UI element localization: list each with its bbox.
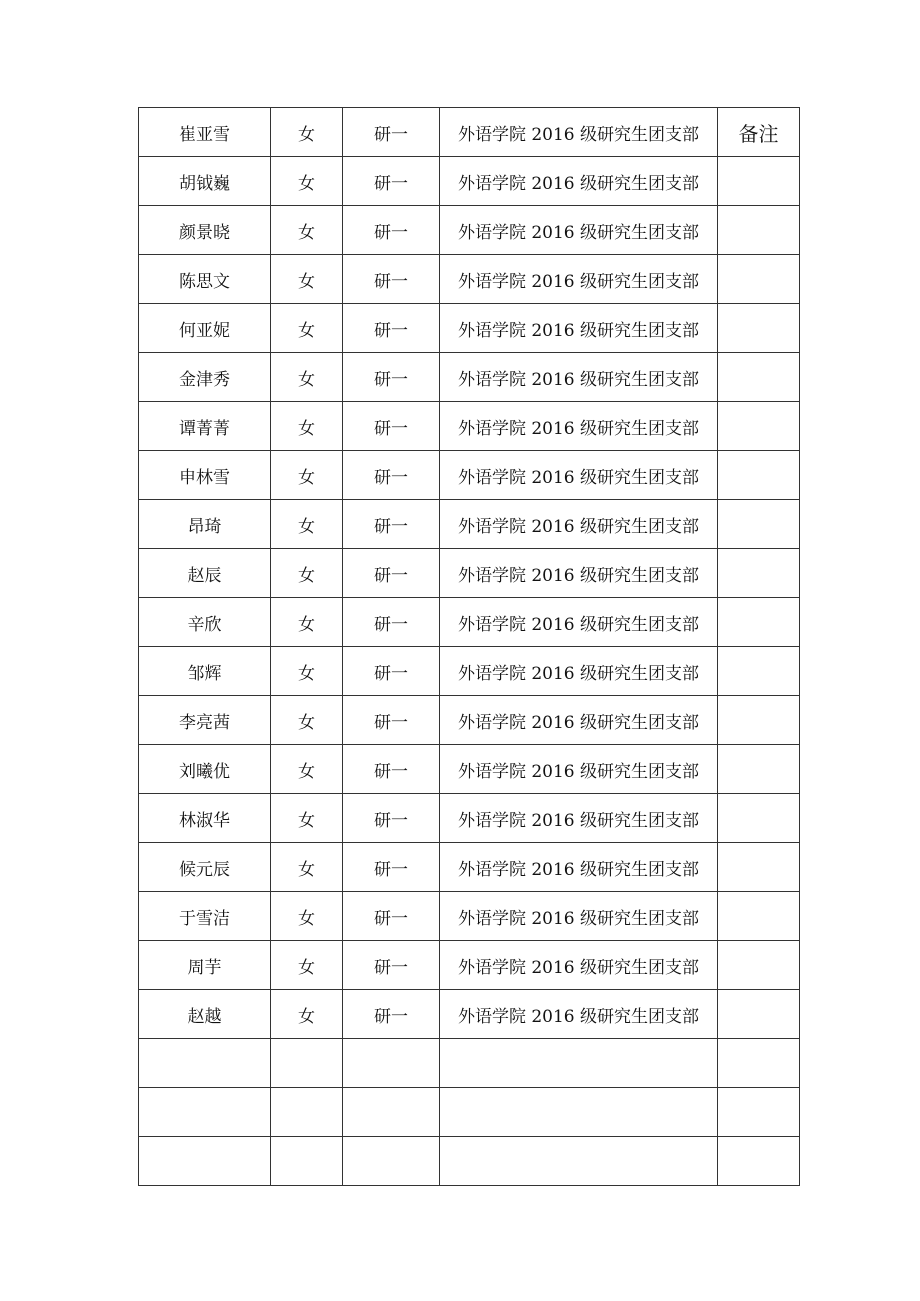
grade-cell: 研一 [343, 108, 440, 157]
empty-cell [343, 1137, 440, 1186]
grade-cell: 研一 [343, 892, 440, 941]
member-table [138, 107, 800, 1186]
gender-cell: 女 [271, 304, 343, 353]
name-cell: 邹辉 [139, 647, 271, 696]
branch-cell: 外语学院 2016 级研究生团支部 [440, 892, 718, 941]
branch-cell: 外语学院 2016 级研究生团支部 [440, 843, 718, 892]
branch-cell: 外语学院 2016 级研究生团支部 [440, 794, 718, 843]
table-row [139, 892, 800, 941]
empty-row [139, 1039, 800, 1088]
branch-cell: 外语学院 2016 级研究生团支部 [440, 647, 718, 696]
name-cell: 赵辰 [139, 549, 271, 598]
empty-cell [139, 1039, 271, 1088]
name-cell: 李亮茜 [139, 696, 271, 745]
remark-header: 备注 [718, 108, 800, 157]
table-row [139, 549, 800, 598]
branch-cell: 外语学院 2016 级研究生团支部 [440, 108, 718, 157]
branch-cell: 外语学院 2016 级研究生团支部 [440, 500, 718, 549]
branch-cell: 外语学院 2016 级研究生团支部 [440, 353, 718, 402]
gender-cell: 女 [271, 696, 343, 745]
remark-cell [718, 892, 800, 941]
empty-cell [718, 1088, 800, 1137]
remark-cell [718, 500, 800, 549]
member-table-body [139, 108, 800, 1186]
empty-cell [343, 1088, 440, 1137]
empty-cell [718, 1137, 800, 1186]
grade-cell: 研一 [343, 304, 440, 353]
branch-cell: 外语学院 2016 级研究生团支部 [440, 598, 718, 647]
table-row [139, 696, 800, 745]
table-row [139, 255, 800, 304]
empty-cell [440, 1137, 718, 1186]
name-cell: 刘曦优 [139, 745, 271, 794]
remark-cell [718, 598, 800, 647]
empty-row [139, 1137, 800, 1186]
table-row [139, 108, 800, 157]
table-row [139, 451, 800, 500]
branch-cell: 外语学院 2016 级研究生团支部 [440, 990, 718, 1039]
name-cell: 于雪洁 [139, 892, 271, 941]
empty-cell [271, 1039, 343, 1088]
branch-cell: 外语学院 2016 级研究生团支部 [440, 157, 718, 206]
branch-cell: 外语学院 2016 级研究生团支部 [440, 255, 718, 304]
branch-cell: 外语学院 2016 级研究生团支部 [440, 745, 718, 794]
table-row [139, 794, 800, 843]
name-cell: 颜景晓 [139, 206, 271, 255]
branch-cell: 外语学院 2016 级研究生团支部 [440, 304, 718, 353]
empty-cell [271, 1088, 343, 1137]
remark-cell [718, 402, 800, 451]
remark-cell [718, 451, 800, 500]
gender-cell: 女 [271, 794, 343, 843]
gender-cell: 女 [271, 892, 343, 941]
branch-cell: 外语学院 2016 级研究生团支部 [440, 549, 718, 598]
branch-cell: 外语学院 2016 级研究生团支部 [440, 696, 718, 745]
table-row [139, 206, 800, 255]
grade-cell: 研一 [343, 402, 440, 451]
remark-cell [718, 255, 800, 304]
grade-cell: 研一 [343, 990, 440, 1039]
branch-cell: 外语学院 2016 级研究生团支部 [440, 206, 718, 255]
name-cell: 赵越 [139, 990, 271, 1039]
branch-cell: 外语学院 2016 级研究生团支部 [440, 451, 718, 500]
grade-cell: 研一 [343, 696, 440, 745]
grade-cell: 研一 [343, 941, 440, 990]
remark-cell [718, 794, 800, 843]
grade-cell: 研一 [343, 451, 440, 500]
remark-cell [718, 941, 800, 990]
remark-cell [718, 745, 800, 794]
name-cell: 胡钺巍 [139, 157, 271, 206]
grade-cell: 研一 [343, 549, 440, 598]
branch-cell: 外语学院 2016 级研究生团支部 [440, 402, 718, 451]
gender-cell: 女 [271, 402, 343, 451]
table-row [139, 941, 800, 990]
table-row [139, 990, 800, 1039]
gender-cell: 女 [271, 206, 343, 255]
grade-cell: 研一 [343, 745, 440, 794]
name-cell: 林淑华 [139, 794, 271, 843]
gender-cell: 女 [271, 549, 343, 598]
name-cell: 陈思文 [139, 255, 271, 304]
grade-cell: 研一 [343, 843, 440, 892]
table-row [139, 304, 800, 353]
gender-cell: 女 [271, 255, 343, 304]
name-cell: 昂琦 [139, 500, 271, 549]
table-row [139, 647, 800, 696]
gender-cell: 女 [271, 941, 343, 990]
grade-cell: 研一 [343, 794, 440, 843]
empty-cell [139, 1088, 271, 1137]
empty-cell [718, 1039, 800, 1088]
name-cell: 何亚妮 [139, 304, 271, 353]
grade-cell: 研一 [343, 206, 440, 255]
gender-cell: 女 [271, 108, 343, 157]
grade-cell: 研一 [343, 157, 440, 206]
remark-cell [718, 843, 800, 892]
name-cell: 辛欣 [139, 598, 271, 647]
table-row [139, 598, 800, 647]
table-row [139, 402, 800, 451]
remark-cell [718, 304, 800, 353]
remark-cell [718, 990, 800, 1039]
grade-cell: 研一 [343, 353, 440, 402]
empty-cell [440, 1088, 718, 1137]
table-row [139, 353, 800, 402]
table-row [139, 843, 800, 892]
name-cell: 崔亚雪 [139, 108, 271, 157]
remark-cell [718, 549, 800, 598]
empty-cell [440, 1039, 718, 1088]
table-row [139, 745, 800, 794]
gender-cell: 女 [271, 157, 343, 206]
grade-cell: 研一 [343, 500, 440, 549]
name-cell: 候元辰 [139, 843, 271, 892]
gender-cell: 女 [271, 843, 343, 892]
remark-cell [718, 157, 800, 206]
gender-cell: 女 [271, 500, 343, 549]
empty-cell [271, 1137, 343, 1186]
grade-cell: 研一 [343, 647, 440, 696]
name-cell: 申林雪 [139, 451, 271, 500]
empty-row [139, 1088, 800, 1137]
gender-cell: 女 [271, 745, 343, 794]
remark-cell [718, 696, 800, 745]
name-cell: 金津秀 [139, 353, 271, 402]
grade-cell: 研一 [343, 255, 440, 304]
table-row [139, 157, 800, 206]
gender-cell: 女 [271, 598, 343, 647]
remark-cell [718, 647, 800, 696]
empty-cell [343, 1039, 440, 1088]
gender-cell: 女 [271, 990, 343, 1039]
gender-cell: 女 [271, 451, 343, 500]
gender-cell: 女 [271, 647, 343, 696]
table-row [139, 500, 800, 549]
remark-cell [718, 353, 800, 402]
name-cell: 谭菁菁 [139, 402, 271, 451]
grade-cell: 研一 [343, 598, 440, 647]
empty-cell [139, 1137, 271, 1186]
branch-cell: 外语学院 2016 级研究生团支部 [440, 941, 718, 990]
remark-cell [718, 206, 800, 255]
name-cell: 周芋 [139, 941, 271, 990]
gender-cell: 女 [271, 353, 343, 402]
